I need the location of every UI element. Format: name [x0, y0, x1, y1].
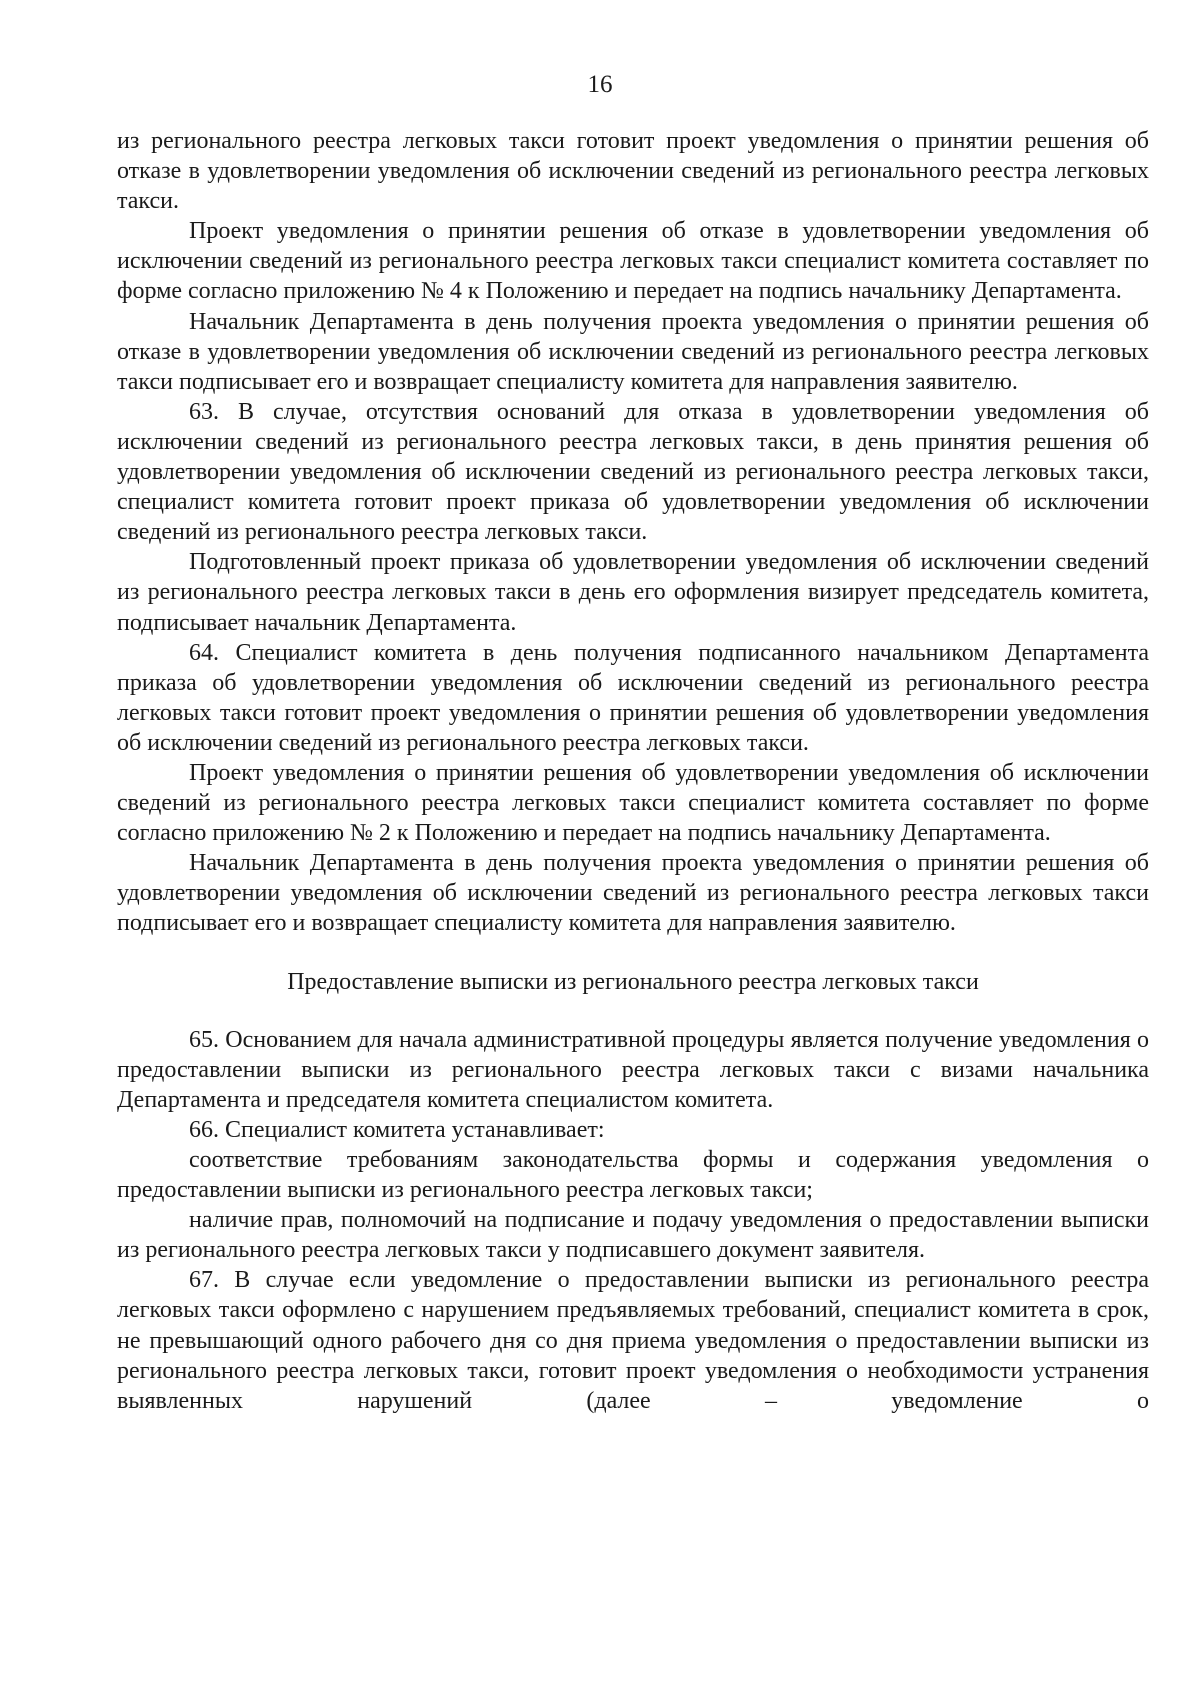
paragraph-item-64: 64. Специалист комитета в день получения подписанного начальником Департамента приказа об удовлетворении уведомления об исключении сведений из регионального реестра легковых такси готовит проект уведомления о принятии решения об удовлетворении уведомления об исключении сведений из регионального реестра легковых такси. — [117, 639, 1149, 756]
paragraph: из регионального реестра легковых такси готовит проект уведомления о принятии решения об отказе в удовлетворении уведомления об исключении сведений из регионального реестра легковых такси. — [117, 128, 1149, 215]
paragraph-item-66: 66. Специалист комитета устанавливает: — [189, 1116, 605, 1143]
paragraph-item-65: 65. Основанием для начала административной процедуры является получение уведомления о предоставлении выписки из регионального реестра легковых такси с визами начальника Департамента и председателя комитета специалистом комитета. — [117, 1026, 1149, 1113]
page-number: 16 — [587, 71, 613, 98]
paragraph-item-63: 63. В случае, отсутствия оснований для отказа в удовлетворении уведомления об исключении сведений из регионального реестра легковых такси, в день принятия решения об удовлетворении уведомления об исключении сведений из регионального реестра легковых такси, специалист комитета готовит проект приказа об удовлетворении уведомления об исключении сведений из регионального реестра легковых такси. — [117, 398, 1149, 546]
paragraph-item-67: 67. В случае если уведомление о предоставлении выписки из регионального реестра легковых такси оформлено с нарушением предъявляемых требований, специалист комитета в срок, не превышающий одного рабочего дня со дня приема уведомления о предоставлении выписки из регионального реестра легковых такси, готовит проект уведомления о необходимости устранения выявленных нарушений (далее – уведомление о — [117, 1267, 1149, 1414]
paragraph: соответствие требованиям законодательства формы и содержания уведомления о предоставлении выписки из регионального реестра легковых такси; — [117, 1147, 1149, 1204]
paragraph: наличие прав, полномочий на подписание и подачу уведомления о предоставлении выписки из регионального реестра легковых такси у подписавшего документ заявителя. — [117, 1207, 1149, 1264]
paragraph: Проект уведомления о принятии решения об отказе в удовлетворении уведомления об исключении сведений из регионального реестра легковых такси специалист комитета составляет по форме согласно приложению № 4 к Положению и передает на подпись начальнику Департамента. — [117, 218, 1149, 305]
document-body — [117, 126, 1149, 1416]
paragraph: Проект уведомления о принятии решения об удовлетворении уведомления об исключении сведений из регионального реестра легковых такси специалист комитета составляет по форме согласно приложению № 2 к Положению и передает на подпись начальнику Департамента. — [117, 759, 1149, 847]
section-heading: Предоставление выписки из регионального реестра легковых такси — [287, 968, 979, 995]
paragraph: Подготовленный проект приказа об удовлетворении уведомления об исключении сведений из регионального реестра легковых такси в день его оформления визирует председатель комитета, подписывает начальник Департамента. — [117, 549, 1149, 636]
paragraph: Начальник Департамента в день получения проекта уведомления о принятии решения об отказе в удовлетворении уведомления об исключении сведений из регионального реестра легковых такси подписывает его и возвращает специалисту комитета для направления заявителю. — [117, 308, 1149, 395]
paragraph: Начальник Департамента в день получения проекта уведомления о принятии решения об удовлетворении уведомления об исключении сведений из регионального реестра легковых такси подписывает его и возвращает специалисту комитета для направления заявителю. — [117, 850, 1149, 937]
